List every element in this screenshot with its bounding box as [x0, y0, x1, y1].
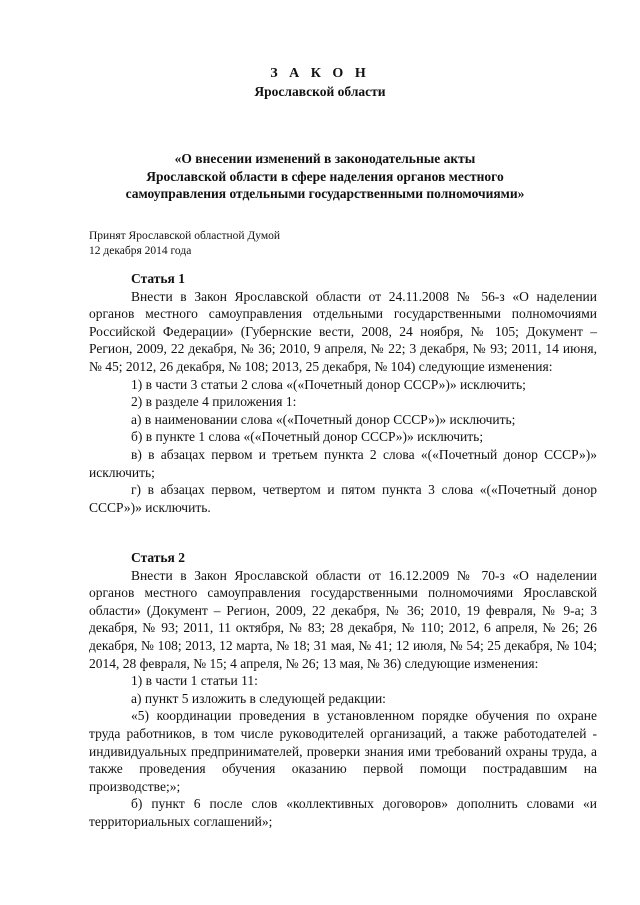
law-title: З А К О Н	[270, 66, 370, 81]
article-paragraph: б) в пункте 1 слова «(«Почетный донор СССР»)» исключить;	[131, 429, 484, 445]
article-title: Статья 2	[131, 550, 185, 565]
article-paragraph: 2) в разделе 4 приложения 1:	[131, 394, 297, 410]
adoption-info	[89, 229, 280, 259]
article-paragraph: Внести в Закон Ярославской области от 16.12.2009 № 70-з «О наделении органов местного самоуправления государственными полномочиями Ярославской области» (Документ – Регион, 2009, 22 декабря, № 36; 2010, 19 февраля, № 9-а; 3 декабря, № 93; 2011, 11 октября, № 83; 28 декабря, № 110; 2012, 6 апреля, № 26; 26 декабря, № 108; 2013, 12 марта, № 18; 31 мая, № 41; 12 июля, № 54; 25 декабря, № 104; 2014, 28 февраля, № 15; 4 апреля, № 26; 13 мая, № 36) следующие изменения:	[89, 567, 597, 671]
law-subtitle: Ярославской области	[254, 84, 386, 99]
adopted-by: Принят Ярославской областной Думой	[89, 230, 281, 242]
article-paragraph: Внести в Закон Ярославской области от 24.11.2008 № 56-з «О наделении органов местного самоуправления отдельными государственными полномочиями Российской Федерации» (Губернские вести, 2008, 24 ноября, № 105; Документ – Регион, 2009, 22 декабря, № 36; 2010, 9 апреля, № 22; 3 декабря, № 93; 2011, 14 июня, № 45; 2012, 26 декабря, № 108; 2013, 25 декабря, № 104) следующие изменения:	[89, 288, 597, 374]
law-heading	[60, 150, 590, 203]
heading-line: самоуправления отдельными государственными полномочиями»	[125, 186, 525, 202]
article-paragraph: б) пункт 6 после слов «коллективных договоров» дополнить словами «и территориальных соглашений»;	[89, 796, 597, 829]
article-paragraph: в) в абзацах первом и третьем пункта 2 слова «(«Почетный донор СССР»)» исключить;	[89, 446, 597, 480]
article-paragraph: 1) в части 1 статьи 11:	[131, 673, 258, 689]
article-2	[89, 549, 597, 831]
article-title: Статья 1	[131, 271, 185, 286]
article-paragraph: а) в наименовании слова «(«Почетный донор СССР»)» исключить;	[131, 411, 516, 427]
article-paragraph: г) в абзацах первом, четвертом и пятом пункта 3 слова «(«Почетный донор СССР»)» исключить.	[89, 482, 597, 515]
article-paragraph: «5) координации проведения в установленном порядке обучения по охране труда работников, в том числе руководителей организаций, а также работодателей - индивидуальных предпринимателей, проверки знания ими требований охраны труда, а также проведения обучения оказанию первой помощи пострадавшим на производстве;»;	[89, 708, 597, 794]
heading-line: «О внесении изменений в законодательные акты	[174, 151, 476, 166]
heading-line: Ярославской области в сфере наделения органов местного	[146, 168, 504, 184]
adoption-date: 12 декабря 2014 года	[89, 245, 192, 257]
article-paragraph: а) пункт 5 изложить в следующей редакции:	[131, 690, 386, 706]
article-1	[89, 270, 597, 516]
article-paragraph: 1) в части 3 статьи 2 слова «(«Почетный донор СССР»)» исключить;	[131, 376, 526, 392]
